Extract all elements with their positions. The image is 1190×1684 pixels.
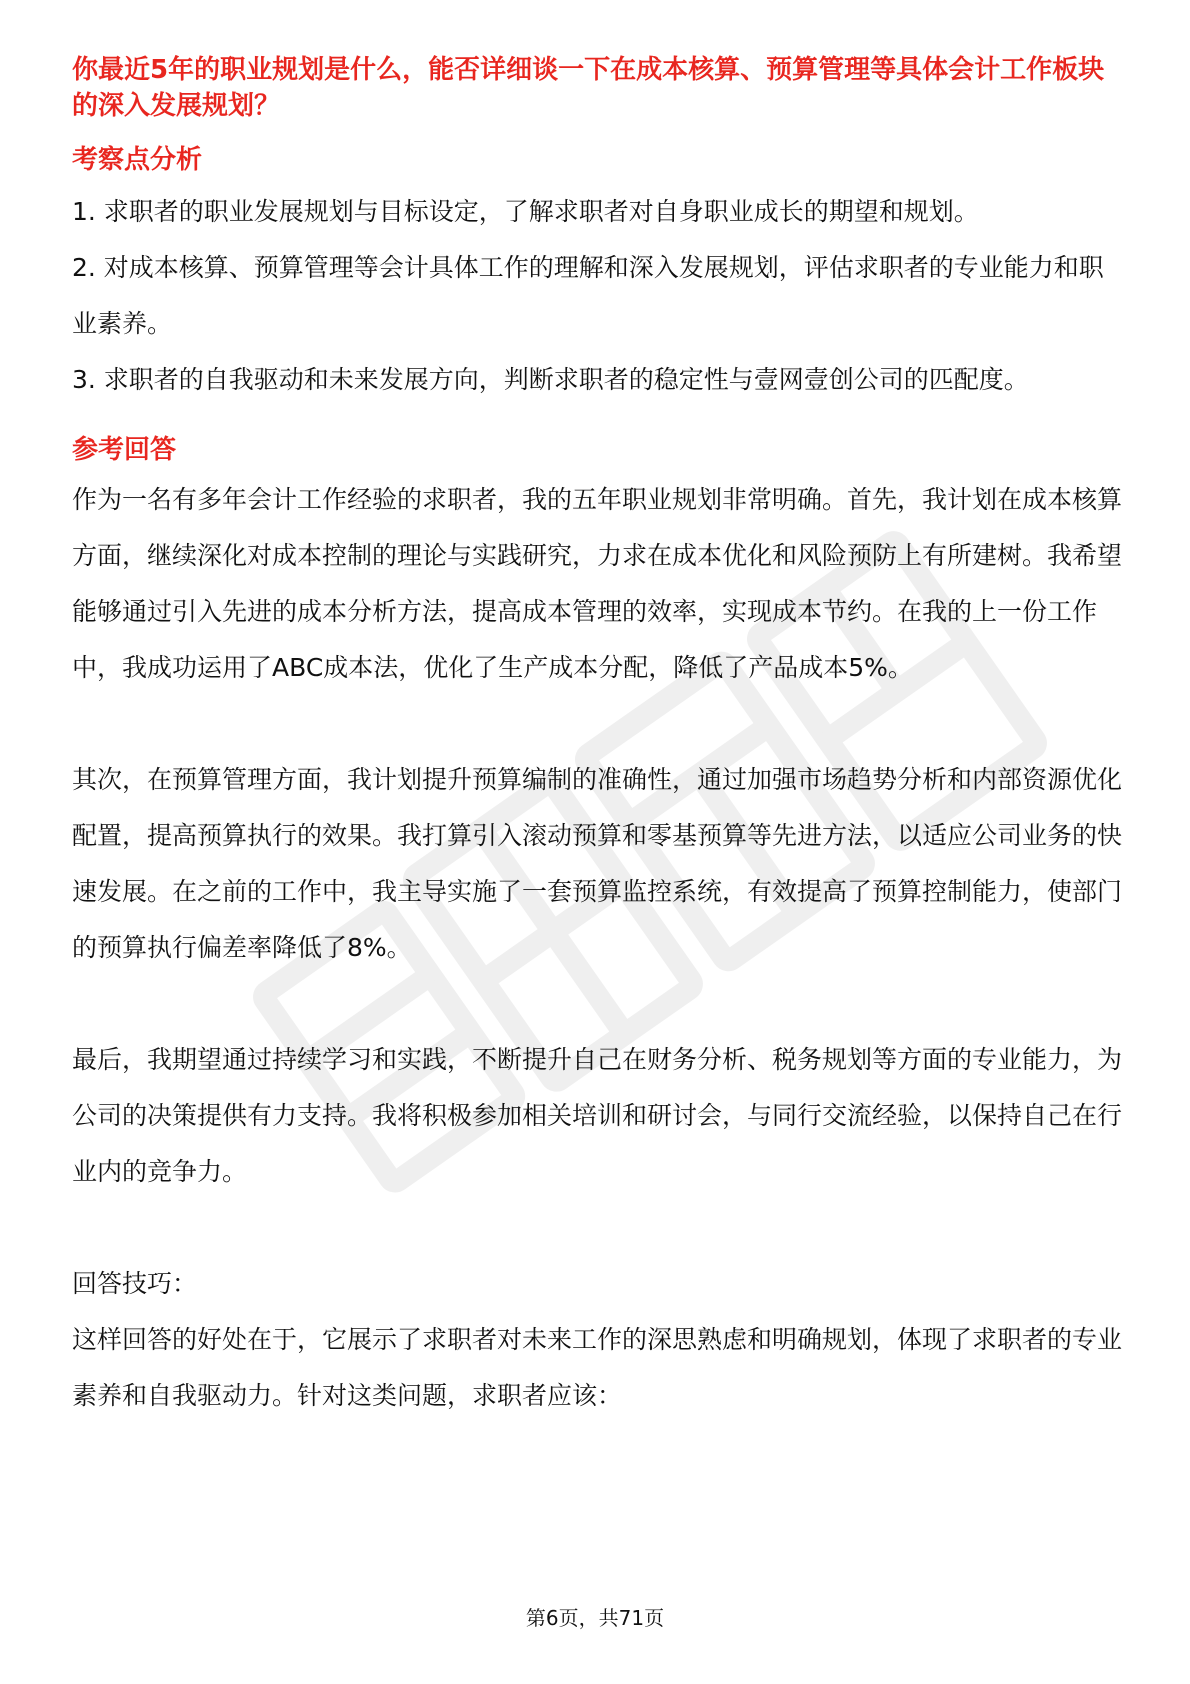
question-title: 你最近5年的职业规划是什么，能否详细谈一下在成本核算、预算管理等具体会计工作板块的深入发展规划？ bbox=[72, 55, 1105, 121]
tips-text: 这样回答的好处在于，它展示了求职者对未来工作的深思熟虑和明确规划，体现了求职者的专业素养和自我驱动力。针对这类问题，求职者应该： bbox=[72, 1325, 1123, 1410]
analysis-list bbox=[72, 184, 1122, 408]
answer-heading: 参考回答 bbox=[72, 435, 177, 465]
analysis-item: 2. 对成本核算、预算管理等会计具体工作的理解和深入发展规划，评估求职者的专业能力和职业素养。 bbox=[72, 253, 1104, 338]
page-number: 第6页，共71页 bbox=[525, 1606, 665, 1630]
answer-paragraph: 最后，我期望通过持续学习和实践，不断提升自己在财务分析、税务规划等方面的专业能力，为公司的决策提供有力支持。我将积极参加相关培训和研讨会，与同行交流经验，以保持自己在行业内的竞争力。 bbox=[72, 1045, 1123, 1186]
answer-body bbox=[72, 472, 1122, 1200]
analysis-item: 3. 求职者的自我驱动和未来发展方向，判断求职者的稳定性与壹网壹创公司的匹配度。 bbox=[72, 365, 1029, 394]
answer-paragraph: 作为一名有多年会计工作经验的求职者，我的五年职业规划非常明确。首先，我计划在成本核算方面，继续深化对成本控制的理论与实践研究，力求在成本优化和风险预防上有所建树。我希望能够通过引入先进的成本分析方法，提高成本管理的效率，实现成本节约。在我的上一份工作中，我成功运用了ABC成本法，优化了生产成本分配，降低了产品成本5%。 bbox=[72, 485, 1123, 682]
answer-paragraph: 其次，在预算管理方面，我计划提升预算编制的准确性，通过加强市场趋势分析和内部资源优化配置，提高预算执行的效果。我打算引入滚动预算和零基预算等先进方法，以适应公司业务的快速发展。在之前的工作中，我主导实施了一套预算监控系统，有效提高了预算控制能力，使部门的预算执行偏差率降低了8%。 bbox=[72, 765, 1123, 962]
analysis-heading: 考察点分析 bbox=[72, 145, 203, 175]
analysis-item: 1. 求职者的职业发展规划与目标设定，了解求职者对自身职业成长的期望和规划。 bbox=[72, 197, 979, 226]
document-content bbox=[72, 52, 1122, 1424]
tips-label: 回答技巧： bbox=[72, 1269, 198, 1298]
